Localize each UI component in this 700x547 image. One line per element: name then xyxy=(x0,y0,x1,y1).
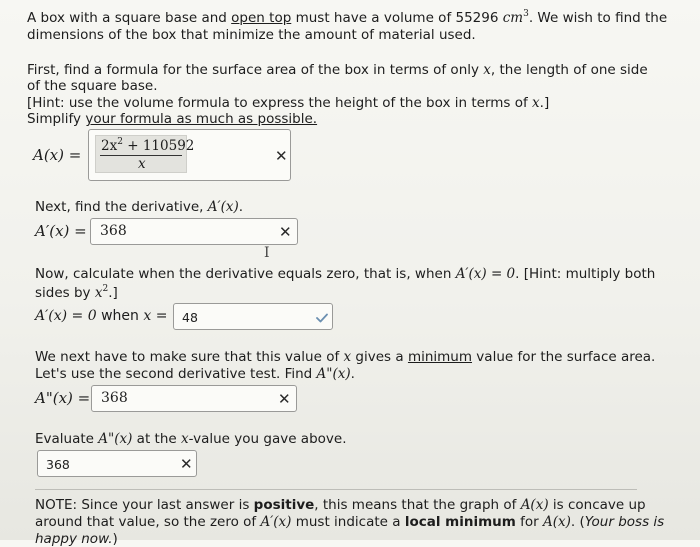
zero-condition: A′(x) = 0 xyxy=(35,308,97,324)
step1-label: A(x) = xyxy=(33,146,82,164)
note-bold-local-minimum: local minimum xyxy=(404,514,516,530)
volume-unit-exponent: 3 xyxy=(523,9,529,19)
step1-hint xyxy=(27,95,549,111)
step2-label: A′(x) = xyxy=(35,222,87,240)
intro-text: A box with a square base and xyxy=(27,10,232,26)
variable-x: x xyxy=(94,285,103,301)
note-italic-text: happy now. xyxy=(35,531,113,547)
note-line-2 xyxy=(35,514,664,530)
step4-line-1 xyxy=(35,349,655,365)
note-text: ) xyxy=(112,531,118,547)
when-text: when xyxy=(96,308,144,324)
section-divider xyxy=(35,489,637,490)
step4-text: We next have to make sure that this value of xyxy=(35,349,344,365)
intro-text: . We wish to find the xyxy=(528,10,668,26)
minimum-link[interactable]: minimum xyxy=(407,349,473,365)
step1-text: , the length of one side xyxy=(490,62,648,78)
simplify-link[interactable]: your formula as much as possible. xyxy=(85,111,318,127)
step4-text: . xyxy=(350,366,355,382)
step1-line-2: of the square base. xyxy=(27,78,158,94)
function-notation: A(x) xyxy=(543,514,571,530)
close-icon: ✕ xyxy=(180,455,193,473)
x-equals: x = xyxy=(143,308,168,324)
step3-line-1 xyxy=(35,266,655,282)
step4-text: gives a xyxy=(351,349,408,365)
note-line-1 xyxy=(35,497,646,513)
step5-text: Evaluate xyxy=(35,431,99,447)
hint-text: [Hint: use the volume formula to express the height of the box in terms of xyxy=(27,95,533,111)
variable-x: x xyxy=(343,349,352,365)
step4-text: Let's use the second derivative test. Find xyxy=(35,366,317,382)
step2-answer-value: 368 xyxy=(100,223,127,239)
simplify-text: Simplify xyxy=(27,111,86,127)
intro-line-2: dimensions of the box that minimize the amount of material used. xyxy=(27,27,476,43)
step3-text: . [Hint: multiply both xyxy=(515,266,656,282)
note-text: , this means that the graph of xyxy=(314,497,521,513)
note-text: NOTE: Since your last answer is xyxy=(35,497,254,513)
note-text: must indicate a xyxy=(291,514,405,530)
step5-text: at the xyxy=(132,431,181,447)
note-bold-positive: positive xyxy=(253,497,315,513)
close-icon: ✕ xyxy=(279,223,292,241)
step2-text: . xyxy=(238,199,244,215)
step2-text: Next, find the derivative, xyxy=(35,199,208,215)
derivative-notation: A′(x) xyxy=(207,199,239,215)
step5-prompt xyxy=(35,431,347,447)
note-text: around that value, so the zero of xyxy=(35,514,261,530)
note-line-3 xyxy=(35,531,118,547)
step4-answer-field[interactable] xyxy=(91,385,297,412)
volume-unit: cm xyxy=(502,10,524,26)
step3-answer-field[interactable] xyxy=(173,303,333,330)
numerator-constant: + 110592 xyxy=(122,138,195,154)
note-italic-text: Your boss is xyxy=(584,514,665,530)
step3-text: sides by xyxy=(35,285,95,301)
exponent: 2 xyxy=(102,284,109,294)
step5-answer-field[interactable] xyxy=(37,450,197,477)
close-icon: ✕ xyxy=(278,390,291,408)
step1-simplify xyxy=(27,111,317,127)
step4-label: A"(x) = xyxy=(35,389,91,407)
numerator-exponent: 2 xyxy=(117,137,123,147)
step4-line-2 xyxy=(35,366,355,382)
step5-answer-value: 368 xyxy=(46,457,70,472)
hint-text: .] xyxy=(539,95,550,111)
note-text: for xyxy=(515,514,544,530)
open-top-link[interactable]: open top xyxy=(231,10,292,26)
step3-label xyxy=(35,308,167,324)
step2-answer-field[interactable] xyxy=(90,218,298,245)
step2-prompt xyxy=(35,199,243,215)
text-cursor-icon: I xyxy=(264,245,270,261)
fraction-denominator: x xyxy=(138,156,146,172)
second-derivative-notation: A"(x) xyxy=(98,431,133,447)
fraction-expression xyxy=(95,135,195,173)
variable-x: x xyxy=(180,431,189,447)
step5-text: -value you gave above. xyxy=(188,431,347,447)
intro-text: must have a volume of 55296 xyxy=(291,10,503,26)
step3-text: Now, calculate when the derivative equals zero, that is, when xyxy=(35,266,456,282)
step3-line-2 xyxy=(35,285,118,301)
variable-x: x xyxy=(532,95,540,111)
variable-x: x xyxy=(483,62,491,78)
check-icon xyxy=(316,313,328,323)
note-text: . ( xyxy=(570,514,585,530)
step1-line-1 xyxy=(27,62,648,78)
function-notation: A(x) xyxy=(520,497,549,513)
step1-text: First, find a formula for the surface area of the box in terms of only xyxy=(27,62,484,78)
numerator-term: 2x xyxy=(101,138,118,154)
step1-answer-field[interactable] xyxy=(88,129,291,181)
note-text: is concave up xyxy=(548,497,646,513)
fraction-numerator xyxy=(101,138,194,154)
step3-text: .] xyxy=(108,285,118,301)
derivative-notation: A′(x) xyxy=(260,514,292,530)
second-derivative-notation: A"(x) xyxy=(316,366,351,382)
intro-line-1 xyxy=(27,10,667,26)
close-icon: ✕ xyxy=(275,147,288,165)
derivative-equation: A′(x) = 0 xyxy=(455,266,516,282)
step4-answer-value: 368 xyxy=(101,390,128,406)
step3-answer-value: 48 xyxy=(182,310,198,325)
step4-text: value for the surface area. xyxy=(472,349,656,365)
